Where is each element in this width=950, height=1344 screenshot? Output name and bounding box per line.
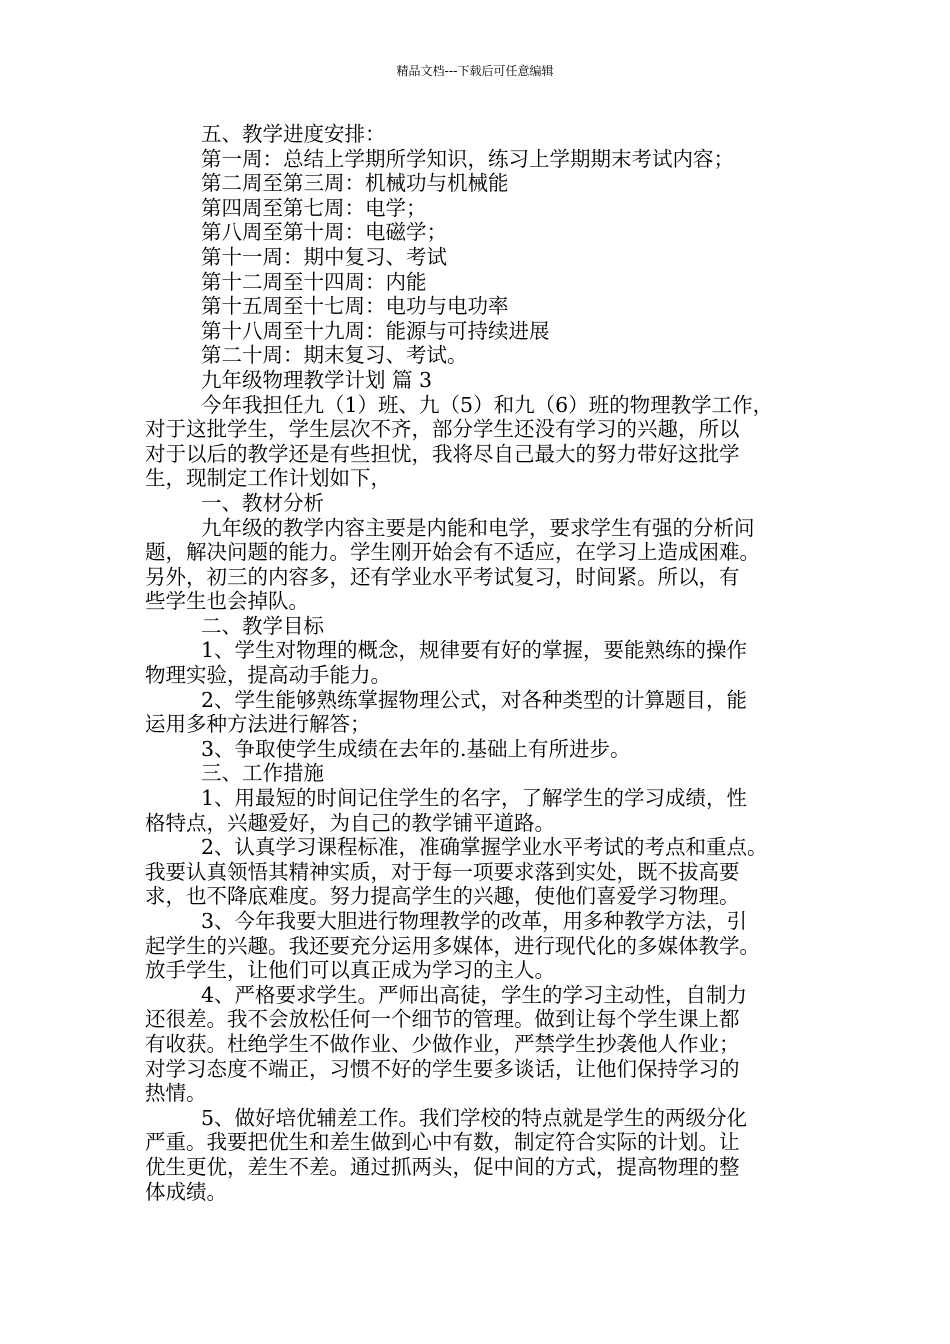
text-line: 4、严格要求学生。严师出高徒，学生的学习主动性，自制力	[201, 982, 748, 1007]
text-line: 第二十周：期末复习、考试。	[201, 343, 468, 368]
text-line: 我要认真领悟其精神实质，对于每一项要求落到实处，既不拔高要	[145, 859, 740, 884]
page-header: 精品文档---下载后可任意编辑	[396, 64, 554, 78]
text-line: 优生更优，差生不差。通过抓两头，促中间的方式，提高物理的整	[145, 1154, 740, 1179]
text-line: 题，解决问题的能力。学生刚开始会有不适应，在学习上造成困难。	[145, 540, 760, 565]
text-line: 2、学生能够熟练掌握物理公式，对各种类型的计算题目，能	[201, 687, 748, 712]
text-line: 二、教学目标	[201, 613, 324, 638]
text-line: 对学习态度不端正，习惯不好的学生要多谈话，让他们保持学习的	[145, 1056, 740, 1081]
text-line: 第十五周至十七周：电功与电功率	[201, 294, 509, 319]
text-line: 今年我担任九（1）班、九（5）和九（6）班的物理教学工作，	[201, 392, 774, 417]
text-line: 第一周：总结上学期所学知识，练习上学期期末考试内容；	[201, 146, 734, 171]
text-line: 1、学生对物理的概念，规律要有好的掌握，要能熟练的操作	[201, 638, 748, 663]
text-line: 九年级的教学内容主要是内能和电学，要求学生有强的分析问	[201, 515, 755, 540]
document-body	[145, 122, 813, 1204]
text-line: 第二周至第三周：机械功与机械能	[201, 171, 509, 196]
text-line: 1、用最短的时间记住学生的名字，了解学生的学习成绩，性	[201, 786, 748, 811]
text-line: 热情。	[145, 1081, 207, 1106]
text-line: 物理实验，提高动手能力。	[145, 663, 391, 688]
text-line: 第十一周：期中复习、考试	[201, 244, 447, 269]
text-line: 五、教学进度安排：	[201, 122, 386, 146]
text-line: 3、今年我要大胆进行物理教学的改革，用多种教学方法，引	[201, 909, 748, 933]
text-line: 严重。我要把优生和差生做到心中有数，制定符合实际的计划。让	[145, 1130, 740, 1155]
text-line: 生，现制定工作计划如下，	[145, 466, 391, 491]
text-line: 体成绩。	[145, 1179, 227, 1204]
text-line: 还很差。我不会放松任何一个细节的管理。做到让每个学生课上都	[145, 1007, 740, 1032]
text-line: 有收获。杜绝学生不做作业、少做作业，严禁学生抄袭他人作业；	[145, 1031, 740, 1056]
text-line: 对于以后的教学还是有些担忧，我将尽自己最大的努力带好这批学	[145, 441, 740, 466]
text-line: 格特点，兴趣爱好，为自己的教学铺平道路。	[145, 810, 555, 835]
text-line: 5、做好培优辅差工作。我们学校的特点就是学生的两级分化	[201, 1105, 748, 1130]
text-line: 求，也不降底难度。努力提高学生的兴趣，使他们喜爱学习物理。	[145, 884, 740, 909]
text-line: 三、工作措施	[201, 761, 324, 786]
text-line: 一、教材分析	[201, 490, 324, 515]
text-line: 运用多种方法进行解答；	[145, 712, 371, 737]
text-line: 起学生的兴趣。我还要充分运用多媒体，进行现代化的多媒体教学。	[145, 933, 760, 958]
text-line: 2、认真学习课程标准，准确掌握学业水平考试的考点和重点。	[201, 835, 768, 860]
text-line: 放手学生，让他们可以真正成为学习的主人。	[145, 958, 555, 983]
text-line: 另外，初三的内容多，还有学业水平考试复习，时间紧。所以，有	[145, 564, 740, 589]
text-line: 3、争取使学生成绩在去年的.基础上有所进步。	[201, 736, 631, 761]
text-line: 第四周至第七周：电学；	[201, 195, 427, 220]
text-line: 对于这批学生，学生层次不齐，部分学生还没有学习的兴趣，所以	[145, 417, 740, 442]
text-line: 第八周至第十周：电磁学；	[201, 220, 447, 245]
text-line: 九年级物理教学计划 篇 3	[201, 367, 433, 392]
text-line: 第十八周至十九周：能源与可持续进展	[201, 318, 550, 343]
text-line: 第十二周至十四周：内能	[201, 269, 427, 294]
text-line: 些学生也会掉队。	[145, 589, 309, 614]
